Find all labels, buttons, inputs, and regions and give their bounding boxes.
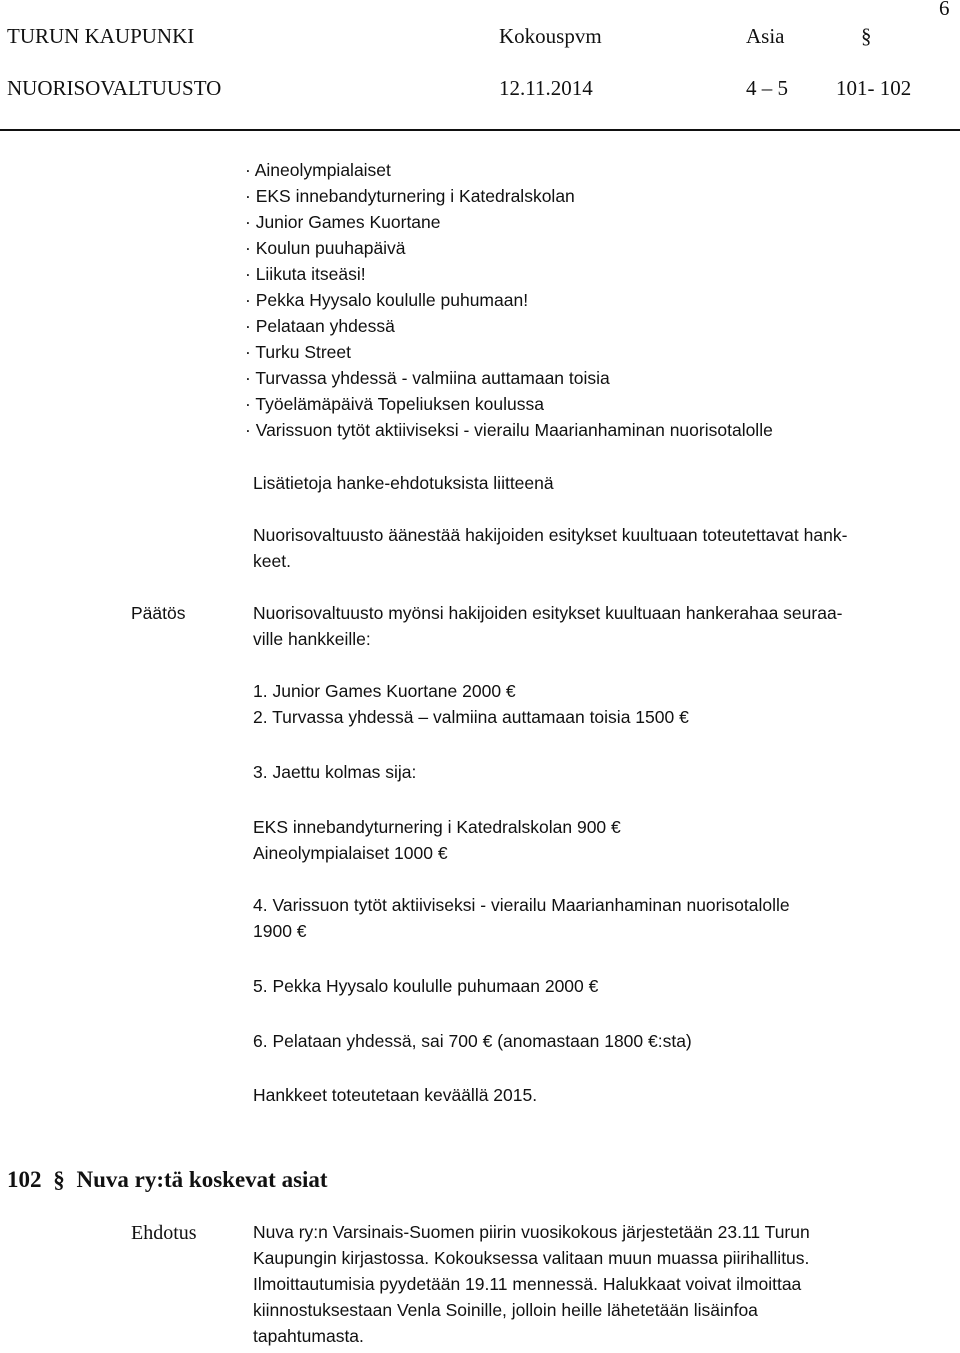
proposal-line-2: keet. [253, 551, 291, 571]
page-number: 6 [939, 0, 950, 20]
decision-item-3: 3. Jaettu kolmas sija: [253, 762, 417, 782]
list-item: · Turku Street [245, 342, 352, 362]
header-body: NUORISOVALTUUSTO [7, 76, 222, 100]
header-rule [0, 129, 960, 131]
header-date: 12.11.2014 [499, 76, 593, 100]
header-case-symbol: § [861, 24, 872, 48]
list-item: · Työelämäpäivä Topeliuksen koulussa [245, 394, 544, 414]
section-line: Nuva ry:n Varsinais-Suomen piirin vuosikokous järjestetään 23.11 Turun [253, 1222, 810, 1242]
decision-item-6: 6. Pelataan yhdessä, sai 700 € (anomastaan 1800 €:sta) [253, 1031, 692, 1051]
list-item: · Pelataan yhdessä [245, 316, 395, 336]
decision-intro-2: ville hankkeille: [253, 629, 371, 649]
decision-item-3b: Aineolympialaiset 1000 € [253, 843, 448, 863]
list-item: · Koulun puuhapäivä [245, 238, 406, 258]
section-line: Kaupungin kirjastossa. Kokouksessa valitaan muun muassa piirihallitus. [253, 1248, 810, 1268]
list-item: · Varissuon tytöt aktiiviseksi - vierailu Maarianhaminan nuorisotalolle [245, 420, 773, 440]
header-org: TURUN KAUPUNKI [7, 24, 195, 48]
decision-item-4-line-2: 1900 € [253, 921, 307, 941]
header-items: 101- 102 [836, 76, 912, 100]
list-item: · Pekka Hyysalo koululle puhumaan! [245, 290, 529, 310]
decision-item-3a: EKS innebandyturnering i Katedralskolan 900 € [253, 817, 621, 837]
info-line: Lisätietoja hanke-ehdotuksista liitteenä [253, 473, 554, 493]
list-item: · Turvassa yhdessä - valmiina auttamaan toisia [245, 368, 610, 388]
decision-item-4-line-1: 4. Varissuon tytöt aktiiviseksi - vierailu Maarianhaminan nuorisotalolle [253, 895, 790, 915]
list-item: · EKS innebandyturnering i Katedralskolan [245, 186, 575, 206]
proposal-line-1: Nuorisovaltuusto äänestää hakijoiden esitykset kuultuaan toteutettavat hank- [253, 525, 848, 545]
decision-item-5: 5. Pekka Hyysalo koululle puhumaan 2000 € [253, 976, 599, 996]
decision-item-2: 2. Turvassa yhdessä – valmiina auttamaan toisia 1500 € [253, 707, 689, 727]
decision-label: Päätös [131, 603, 186, 623]
decision-intro-1: Nuorisovaltuusto myönsi hakijoiden esitykset kuultuaan hankerahaa seuraa- [253, 603, 843, 623]
header-page-range: 4 – 5 [746, 76, 788, 100]
section-title: Nuva ry:tä koskevat asiat [76, 1167, 328, 1192]
decision-item-1: 1. Junior Games Kuortane 2000 € [253, 681, 516, 701]
section-line: tapahtumasta. [253, 1326, 364, 1346]
section-symbol: § [53, 1167, 65, 1192]
section-line: kiinnostuksestaan Venla Soinille, jolloin heille lähetetään lisäinfoa [253, 1300, 758, 1320]
section-heading [7, 1167, 328, 1193]
decision-closing: Hankkeet toteutetaan keväällä 2015. [253, 1085, 538, 1105]
header-case-label: Asia [746, 24, 785, 48]
section-number: 102 [7, 1167, 42, 1192]
list-item: · Liikuta itseäsi! [245, 264, 366, 284]
header-date-label: Kokouspvm [499, 24, 602, 48]
list-item: · Junior Games Kuortane [245, 212, 441, 232]
proposal-label: Ehdotus [131, 1222, 197, 1244]
list-item: · Aineolympialaiset [245, 160, 391, 180]
section-line: Ilmoittautumisia pyydetään 19.11 mennessä. Halukkaat voivat ilmoittaa [253, 1274, 802, 1294]
